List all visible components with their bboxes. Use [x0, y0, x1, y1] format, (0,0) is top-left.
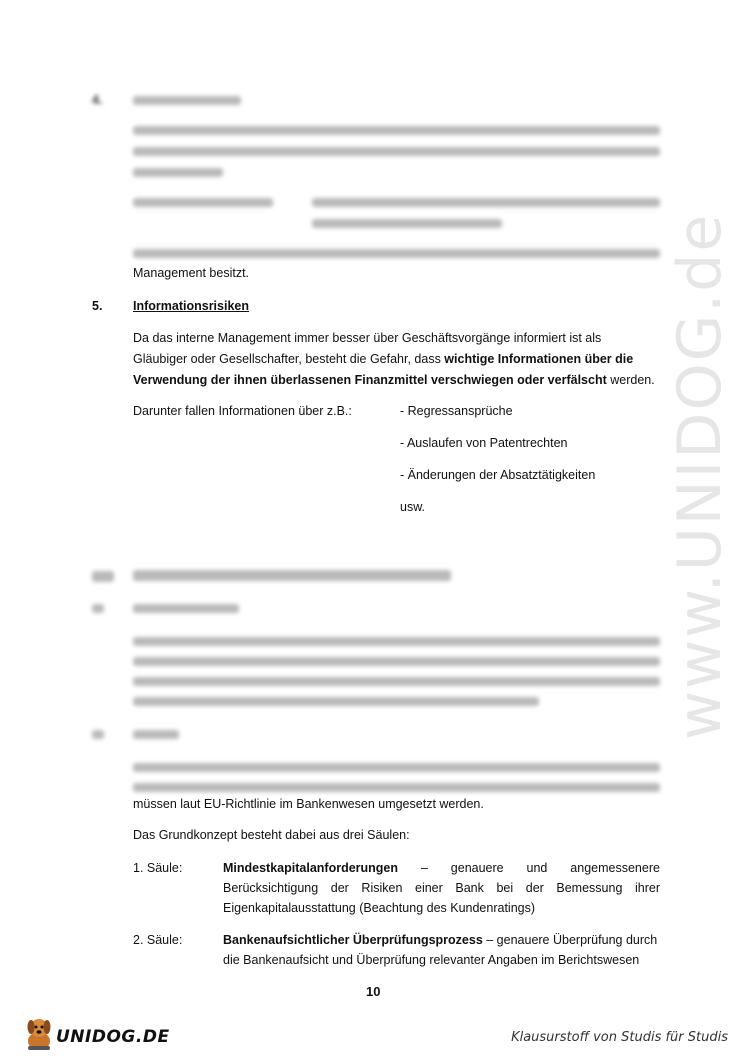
- blurred-line: [133, 697, 539, 706]
- blurred-line: [133, 763, 660, 772]
- section5-heading: Informationsrisiken: [133, 299, 249, 313]
- word: genauere: [450, 861, 504, 875]
- section5-para-line1: [133, 331, 660, 345]
- word: und: [526, 861, 548, 875]
- blurred-line: [133, 126, 660, 135]
- dog-icon: [22, 1015, 56, 1053]
- pillar1-line2: Berücksichtigung der Risiken einer Bank bei der Bemessung ihrer: [223, 881, 660, 895]
- section5-para-line2: [133, 352, 660, 366]
- section5-number: 5.: [92, 299, 103, 313]
- list-item: usw.: [400, 500, 426, 514]
- pillar-bold-title: Mindestkapitalanforderungen: [223, 861, 399, 875]
- blurred-heading: [133, 604, 239, 613]
- blurred-chapter-heading: [133, 570, 451, 581]
- list-intro: Darunter fallen Informationen über z.B.:: [133, 404, 352, 418]
- blurred-heading: [133, 730, 179, 739]
- para-text: werden.: [606, 373, 655, 387]
- blurred-line: [312, 198, 660, 207]
- footer-tagline: Klausurstoff von Studis für Studis: [511, 1030, 728, 1045]
- list-item: - Änderungen der Absatztätigkeiten: [400, 468, 596, 482]
- blurred-line: [133, 677, 660, 686]
- blurred-term: [133, 198, 273, 207]
- pillar1-line1: [223, 861, 660, 875]
- pillar2-line2: die Bankenaufsicht und Überprüfung relevanter Angaben im Berichtswesen: [223, 953, 640, 967]
- basel-tail-text: müssen laut EU-Richtlinie im Bankenwesen umgesetzt werden.: [133, 797, 484, 811]
- pillar2-line1: [223, 933, 660, 947]
- section4-tail-text: Management besitzt.: [133, 266, 250, 280]
- blurred-line: [133, 637, 660, 646]
- word: angemessenere: [570, 861, 660, 875]
- pillar-label: 1. Säule:: [133, 861, 183, 875]
- grundkonzept-text: Das Grundkonzept besteht dabei aus drei Säulen:: [133, 828, 410, 842]
- blurred-heading: [133, 96, 241, 105]
- para-bold-text: Verwendung der ihnen überlassenen Finanzmittel verschwiegen oder verfälscht: [133, 373, 607, 387]
- blurred-line: [133, 783, 660, 792]
- blurred-line: [133, 249, 660, 258]
- logo-text: UNIDOG.DE: [56, 1027, 170, 1047]
- pillar-text: – genauere Überprüfung durch: [482, 933, 658, 947]
- watermark: www.UNIDOG.de: [665, 212, 735, 740]
- blurred-chapter-number: [92, 571, 114, 582]
- para-text: Gläubiger oder Gesellschafter, besteht die Gefahr, dass: [133, 352, 445, 366]
- list-item: - Regressansprüche: [400, 404, 513, 418]
- section5-para-line3: [133, 373, 660, 387]
- pillar1-line3: Eigenkapitalausstattung (Beachtung des Kundenratings): [223, 901, 536, 915]
- page-number: 10: [366, 984, 381, 999]
- para-text: Da das interne Management immer besser über Geschäftsvorgänge informiert ist als: [133, 331, 602, 345]
- blurred-line: [312, 219, 502, 228]
- unidog-logo: [22, 1015, 170, 1055]
- blurred-line: [133, 168, 223, 177]
- para-bold-text: wichtige Informationen über die: [444, 352, 634, 366]
- list-item: - Auslaufen von Patentrechten: [400, 436, 568, 450]
- blurred-line: [133, 657, 660, 666]
- blurred-section-4-number: 4.: [92, 93, 103, 107]
- pillar-label: 2. Säule:: [133, 933, 183, 947]
- blurred-number: [92, 730, 104, 739]
- blurred-number: [92, 604, 104, 613]
- blurred-line: [133, 147, 660, 156]
- word: –: [420, 861, 428, 875]
- pillar-bold-title: Bankenaufsichtlicher Überprüfungsprozess: [223, 933, 483, 947]
